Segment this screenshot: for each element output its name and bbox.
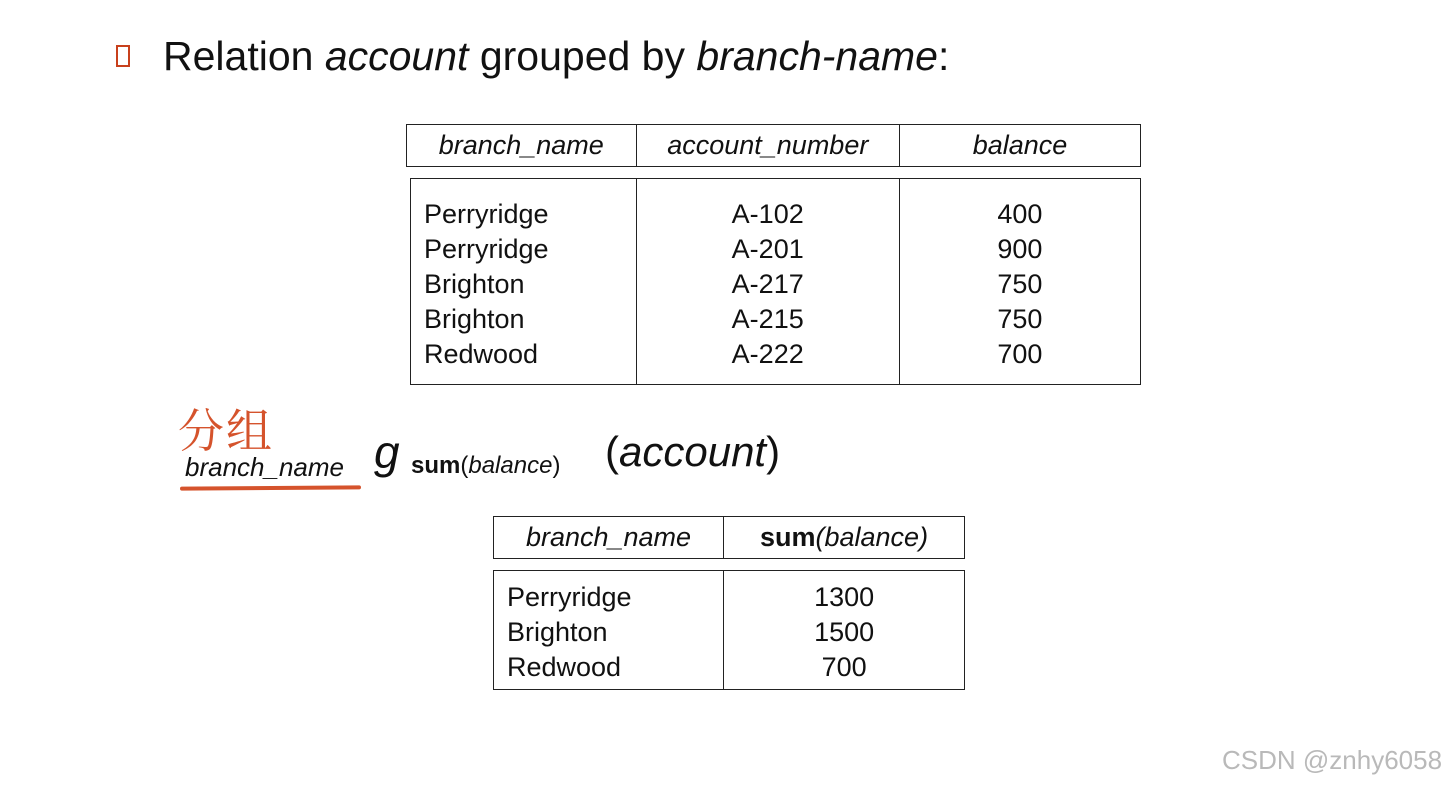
watermark: CSDN @znhy6058 [1222, 745, 1443, 775]
table-cell: Perryridge [424, 234, 549, 264]
table-cell: Brighton [424, 269, 525, 299]
table-cell: A-217 [731, 269, 804, 299]
account-number-column [636, 179, 899, 385]
column-header: account_number [636, 125, 900, 167]
account-table-header [406, 124, 1141, 167]
handwritten-annotation: 分组 [178, 404, 274, 458]
branch-name-column [494, 571, 724, 690]
balance-column [899, 179, 1140, 385]
table-cell: Redwood [424, 339, 539, 369]
column-header: balance [900, 125, 1141, 167]
table-cell: 700 [821, 652, 867, 682]
branch-name-column [411, 179, 637, 385]
account-table-body [410, 178, 1141, 385]
table-cell: 1300 [814, 582, 875, 612]
table-cell: 750 [997, 269, 1043, 299]
table-cell: A-215 [731, 304, 804, 334]
table-cell: A-102 [731, 199, 804, 229]
table-cell: 400 [997, 199, 1043, 229]
column-header: branch_name [407, 125, 637, 167]
sum-balance-column [724, 571, 965, 690]
slide-title: Relation account grouped by branch-name: [163, 33, 950, 79]
column-header: branch_name [494, 517, 724, 559]
result-table-body [493, 570, 965, 690]
expression-aggregate: sum(balance) [411, 452, 561, 479]
table-cell: 700 [997, 339, 1043, 369]
expression-relation: (account) [605, 428, 781, 475]
annotation-underline [180, 485, 361, 490]
table-cell: Brighton [507, 617, 608, 647]
table-cell: 900 [997, 234, 1043, 264]
table-cell: Redwood [507, 652, 622, 682]
result-table-header [493, 516, 965, 559]
table-cell: Brighton [424, 304, 525, 334]
expression-operator: g [374, 426, 400, 478]
table-cell: 750 [997, 304, 1043, 334]
table-cell: Perryridge [507, 582, 632, 612]
table-cell: A-222 [731, 339, 804, 369]
column-header-aggregate: sum(balance) [724, 517, 965, 559]
expression-group-attribute: branch_name [185, 452, 344, 482]
table-cell: 1500 [814, 617, 875, 647]
table-cell: Perryridge [424, 199, 549, 229]
bullet-square-icon [116, 45, 130, 67]
table-cell: A-201 [731, 234, 804, 264]
